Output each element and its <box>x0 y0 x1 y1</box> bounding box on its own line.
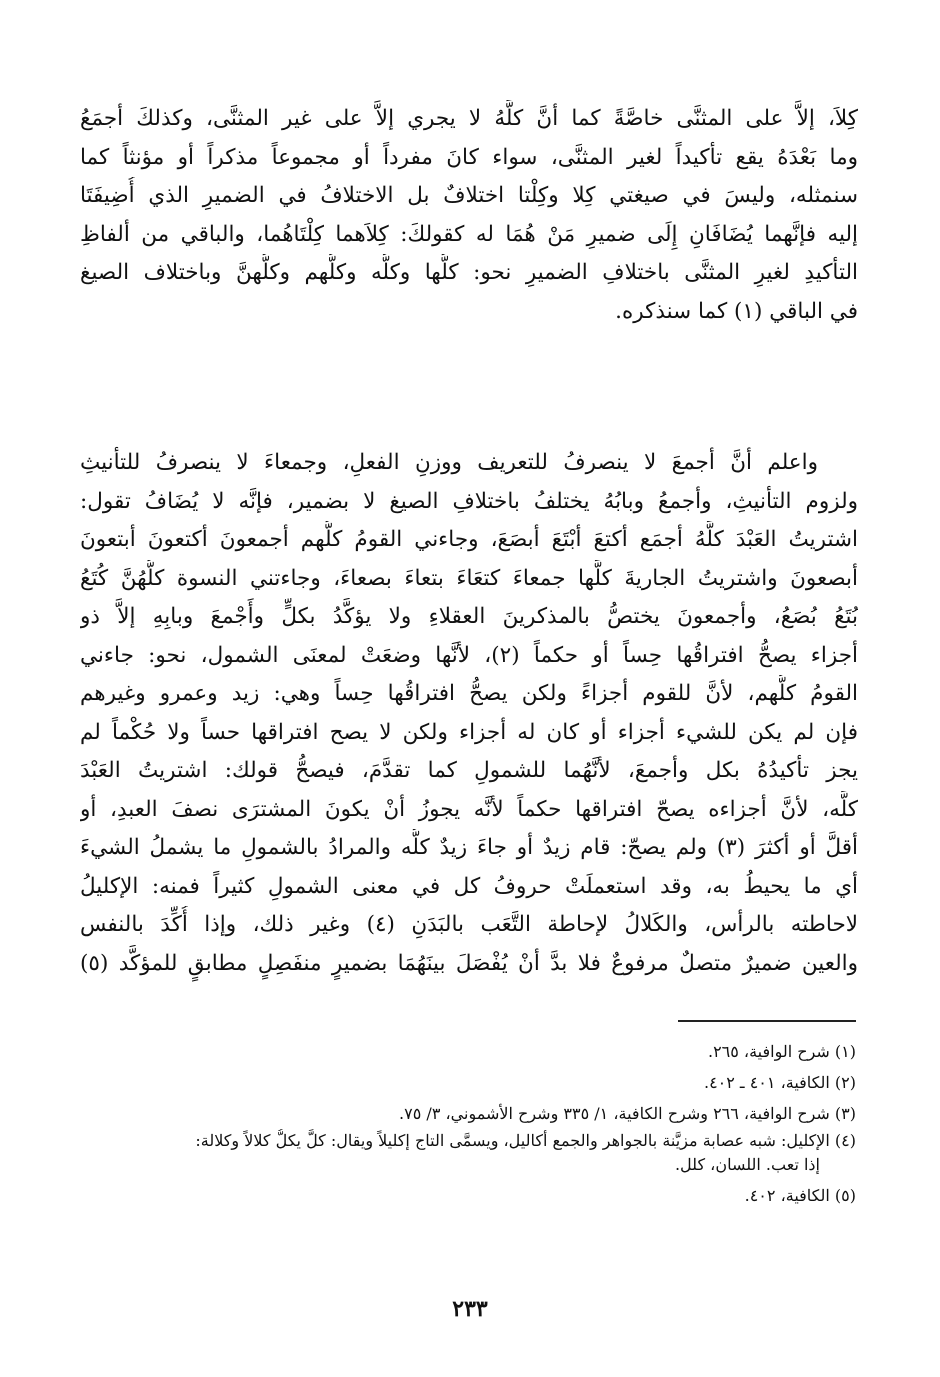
footnote-2: (٢) الكافية، ٤٠١ ـ ٤٠٢. <box>703 1073 856 1092</box>
text-line: في الباقي (١) كما سنذكره. <box>615 298 858 324</box>
text-line: واعلم أنَّ أجمعَ لا ينصرفُ للتعريف ووزنِ الفعلِ، وجمعاءَ لا ينصرفُ للتأنيثِ <box>80 450 818 475</box>
text-line: اشتريتُ العَبْدَ كلَّهُ أجمَع أكتعَ أبْتَعَ أبصَعَ، وجاءني القومُ كلُّهم أجمعونَ أكتعونَ أبتعونَ <box>80 527 858 552</box>
text-line: التأكيدِ لغيرِ المثنَّى باختلافِ الضميرِ نحو: كلُّها وكلُّه وكلُّهم وكلُّهنَّ وباختلاف الصيغ <box>80 260 858 285</box>
text-line: سنمثله، وليسَ في صيغتي كِلا وكِلْتا اختلافٌ بل الاختلافُ في الضميرِ الذي أُضِيفَتَا <box>80 183 858 208</box>
body-paragraph-2 <box>80 444 858 983</box>
footnote-3: (٣) شرح الوافية، ٢٦٦ وشرح الكافية، ١/ ٣٣٥ وشرح الأشموني، ٣/ ٧٥. <box>399 1104 856 1123</box>
page-number: ٢٣٣ <box>452 1296 488 1322</box>
text-line: كِلاَ، إلاَّ على المثنَّى خاصَّةً كما أنَّ كلَّهُ لا يجري إلاَّ على غير المثنَّى، وكذلكَ أجمَعُ <box>80 106 858 131</box>
body-paragraph-1 <box>80 100 858 331</box>
footnote-separator <box>678 1020 856 1022</box>
footnote-4-continuation: إذا تعب. اللسان، كلل. <box>674 1155 820 1174</box>
footnotes <box>76 1036 856 1211</box>
text-line: كلَّه، لأنَّ أجزاءه يصحّ افتراقها حكماً لأنَّه يجوزُ أنْ يكونَ المشترَى نصفَ العبدِ، أو <box>80 796 858 822</box>
text-line: يجز تأكيدُهُ بكل وأجمعَ، لأنَّهُما للشمولِ كما تقدَّمَ، فيصحُّ قولك: اشتريتُ العَبْدَ <box>80 758 858 783</box>
text-line: أجزاء يصحُّ افتراقُها حِساً أو حكماً (٢)، لأنَّها وضعَتْ لمعنَى الشمول، نحو: جاءني <box>80 642 858 668</box>
text-line: أقلَّ أو أكثرَ (٣) ولم يصحّ: قام زيدٌ أو جاءَ زيدٌ كلُّه والمرادُ بالشمولِ ما يشملُ الشيءَ <box>80 835 858 860</box>
text-line: لاحاطته بالرأس، والكَلالُ لإحاطة التَّعَب بالبَدَنِ (٤) وغير ذلك، وإذا أُكِّدَ بالنفس <box>80 912 858 937</box>
text-line: ولزوم التأنيثِ، وأجمعُ وبابُهُ يختلفُ باختلافِ الصيغ لا بضمير، فإنَّه لا يُضَافُ تقول: <box>80 488 858 514</box>
footnote-4: (٤) الإكليل: شبه عصابة مزيَّنة بالجواهر والجمع أكاليل، ويسمَّى التاج إكليلاً ويقال: كلَّ يكلُّ كلالاً وكلالة: <box>195 1131 856 1150</box>
text-line: أي ما يحيطُ به، وقد استعملَتْ حروفُ كل في معنى الشمولِ كثيراً فمنه: الإكليلُ <box>80 873 858 899</box>
text-line: القومُ كلُّهم، لأنَّ للقوم أجزاءً ولكن يصحُّ افتراقُها حِساً وهي: زيد وعمرو وغيرهم <box>80 681 858 706</box>
text-line: أبصعونَ واشتريتُ الجاريةَ كلَّها جمعاءَ كتعَاءَ بتعاءَ بصعاءَ، وجاءتني النسوة كلُّهُنَّ كُتَعُ <box>80 565 858 591</box>
text-line: إليه فإنَّهما يُضَافَانِ إِلَى ضميرِ مَنْ هُمَا له كقولكَ: كِلاَهما كِلْتَاهُما، والباقي من ألفاظِ <box>80 221 858 247</box>
text-line: فإن لم يكن للشيء أجزاء أو كان له أجزاء ولكن لا يصح افتراقها حساً ولا حُكْماً لم <box>80 719 858 745</box>
text-line: بُتَعُ بُصَعُ، وأجمعونَ يختصُّ بالمذكرينَ العقلاءِ ولا يؤكَّدُ بكلٍّ وأَجْمعَ وبابِهِ إلاَّ ذو <box>80 604 858 629</box>
footnote-5: (٥) الكافية، ٤٠٢. <box>744 1186 856 1205</box>
text-line: وما بَعْدَهُ يقع تأكيداً لغير المثنَّى، سواء كانَ مفرداً أو مجموعاً مذكراً أو مؤنثاً كما <box>80 144 858 170</box>
footnote-1: (١) شرح الوافية، ٢٦٥. <box>707 1042 856 1061</box>
text-line: والعين ضميرٌ متصلٌ مرفوعٌ فلا بدَّ أنْ يُفْصَلَ بينَهُمَا بضميرٍ منفَصِلٍ مطابقٍ للمؤكَّد (٥) <box>80 950 858 976</box>
